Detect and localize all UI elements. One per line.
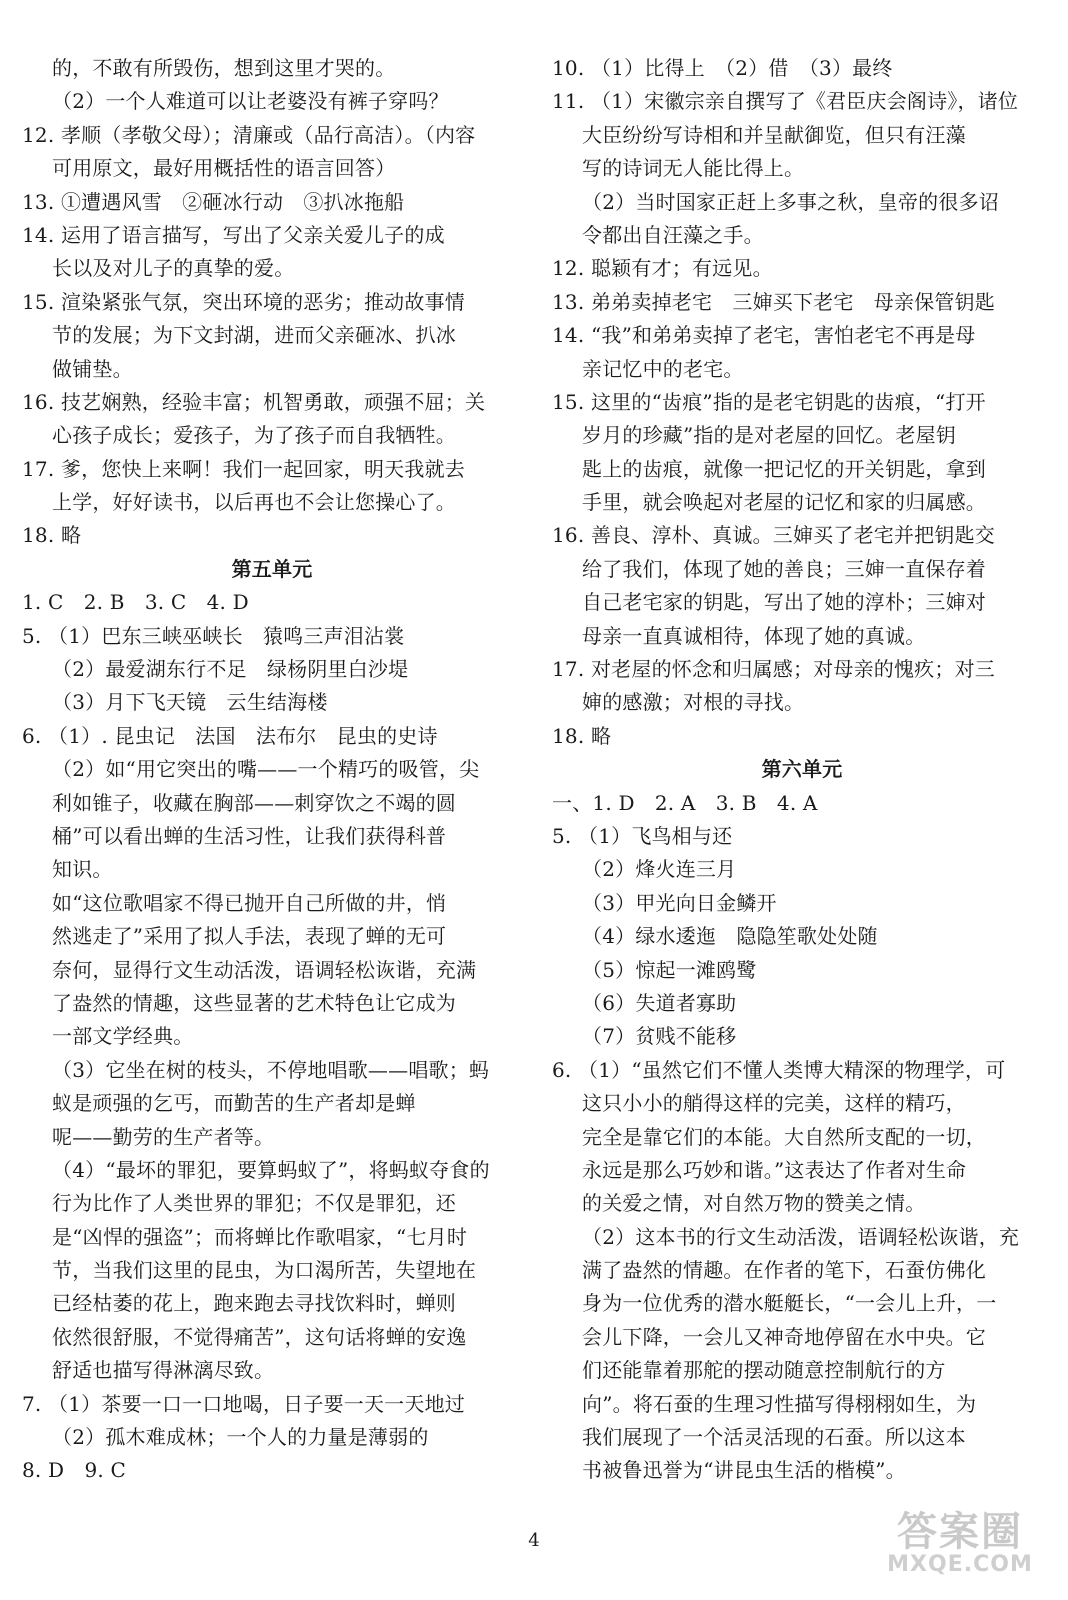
text-line: 节的发展；为下文封湖，进而父亲砸冰、扒冰 — [52, 323, 456, 348]
text-line: （2）烽火连三月 — [582, 857, 737, 882]
left-column — [22, 52, 522, 1488]
text-line: （7）贫贱不能移 — [582, 1024, 737, 1049]
text-line: 节，当我们这里的昆虫，为口渴所苦，失望地在 — [52, 1258, 477, 1283]
text-line: 5. （1）飞鸟相与还 — [552, 823, 733, 848]
text-line: 桶”可以看出蝉的生活习性，让我们获得科普 — [52, 823, 447, 848]
text-line: （2）这本书的行文生动活泼，语调轻松诙谐，充 — [582, 1224, 1020, 1249]
watermark-logo — [870, 1500, 1050, 1590]
text-line: 17. 对老屋的怀念和归属感；对母亲的愧疚；对三 — [552, 657, 995, 682]
text-line: 亲记忆中的老宅。 — [582, 356, 744, 381]
text-line: （4）“最坏的罪犯，要算蚂蚁了”，将蚂蚁夺食的 — [52, 1157, 490, 1182]
text-line: 13. ①遭遇风雪 ②砸冰行动 ③扒冰拖船 — [22, 189, 405, 214]
text-line: （2）孤木难成林；一个人的力量是薄弱的 — [52, 1425, 429, 1450]
page-number: 4 — [528, 1530, 540, 1551]
text-line: 了盎然的情趣，这些显著的艺术特色让它成为 — [52, 990, 456, 1015]
text-line: 长以及对儿子的真挚的爱。 — [52, 256, 295, 281]
text-line: 心孩子成长；爱孩子，为了孩子而自我牺牲。 — [52, 423, 456, 448]
text-line: （3）它坐在树的枝头，不停地唱歌——唱歌；蚂 — [52, 1057, 490, 1082]
text-line: 8. D 9. C — [22, 1458, 127, 1483]
text-line: 16. 技艺娴熟，经验丰富；机智勇敢，顽强不屈；关 — [22, 389, 486, 414]
text-line: 岁月的珍藏”指的是对老屋的回忆。老屋钥 — [582, 423, 957, 448]
text-line: 匙上的齿痕，就像一把记忆的开关钥匙，拿到 — [582, 456, 986, 481]
text-line: （2）当时国家正赶上多事之秋，皇帝的很多诏 — [582, 189, 999, 214]
text-line: 自己老宅家的钥匙，写出了她的淳朴；三婶对 — [582, 590, 986, 615]
text-line: 舒适也描写得淋漓尽致。 — [52, 1358, 275, 1383]
watermark-glyphs: 答案圈 — [897, 1509, 1023, 1555]
text-line: 5. （1）巴东三峡巫峡长 猿鸣三声泪沾裳 — [22, 623, 405, 648]
text-line: 向”。将石蚕的生理习性描写得栩栩如生，为 — [582, 1391, 977, 1416]
text-line: 大臣纷纷写诗相和并呈献御览，但只有汪藻 — [582, 122, 966, 147]
text-line: 10. （1）比得上 （2）借 （3）最终 — [552, 56, 893, 80]
text-line: 的关爱之情，对自然万物的赞美之情。 — [582, 1191, 926, 1216]
text-line: 一、1. D 2. A 3. B 4. A — [552, 790, 818, 815]
text-line: 手里，就会唤起对老屋的记忆和家的归属感。 — [582, 490, 986, 515]
text-line: 令都出自汪藻之手。 — [582, 222, 764, 247]
text-line: 6. （1）. 昆虫记 法国 法布尔 昆虫的史诗 — [22, 723, 438, 748]
text-line: 奈何，显得行文生动活泼，语调轻松诙谐，充满 — [52, 957, 477, 982]
text-line: 16. 善良、淳朴、真诚。三婶买了老宅并把钥匙交 — [552, 523, 995, 548]
text-line: （2）一个人难道可以让老婆没有裤子穿吗？ — [52, 89, 449, 114]
text-line: 知识。 — [52, 857, 113, 882]
text-line: 一部文学经典。 — [52, 1024, 194, 1049]
text-line: 18. 略 — [22, 523, 82, 548]
text-line: 这只小小的艄得这样的完美，这样的精巧， — [582, 1091, 966, 1116]
text-line: 如“这位歌唱家不得已抛开自己所做的井，悄 — [52, 890, 447, 915]
text-line: 婶的感激；对根的寻找。 — [582, 690, 805, 715]
text-line: 15. 渲染紧张气氛，突出环境的恶劣；推动故事情 — [22, 289, 465, 314]
text-line: 18. 略 — [552, 723, 612, 748]
text-line: （5）惊起一滩鸥鹭 — [582, 957, 757, 982]
text-line: 永远是那么巧妙和谐。”这表达了作者对生命 — [582, 1157, 967, 1182]
text-line: 14. “我”和弟弟卖掉了老宅，害怕老宅不再是母 — [552, 323, 976, 348]
text-line: 然逃走了”采用了拟人手法，表现了蝉的无可 — [52, 924, 447, 949]
text-line: 17. 爹，您快上来啊！我们一起回家，明天我就去 — [22, 456, 465, 481]
text-line: 已经枯萎的花上，跑来跑去寻找饮料时，蝉则 — [52, 1291, 456, 1316]
text-line: 12. 聪颖有才；有远见。 — [552, 256, 773, 281]
text-line: （3）甲光向日金鳞开 — [582, 890, 777, 915]
text-line: 会儿下降，一会儿又神奇地停留在水中央。它 — [582, 1324, 986, 1349]
text-line: （4）绿水逶迤 隐隐笙歌处处随 — [582, 924, 878, 949]
text-line: （2）如“用它突出的嘴——一个精巧的吸管，尖 — [52, 757, 480, 782]
text-line: 可用原文，最好用概括性的语言回答） — [52, 156, 396, 181]
text-line: （3）月下飞天镜 云生结海楼 — [52, 690, 328, 715]
text-line: 1. C 2. B 3. C 4. D — [22, 590, 249, 615]
text-line: 12. 孝顺（孝敬父母）；清廉或（品行高洁）。（内容 — [22, 122, 476, 147]
text-line: 我们展现了一个活灵活现的石蚕。所以这本 — [582, 1425, 966, 1450]
watermark-url: MXQE.COM — [887, 1552, 1033, 1577]
text-line: 6. （1）“虽然它们不懂人类博大精深的物理学，可 — [552, 1057, 1006, 1082]
text-line: 依然很舒服，不觉得痛苦”，这句话将蝉的安逸 — [52, 1324, 467, 1349]
right-column — [552, 52, 1052, 1488]
text-line: （6）失道者寡助 — [582, 990, 737, 1015]
text-line: 利如锥子，收藏在胸部——刺穿饮之不竭的圆 — [52, 790, 456, 815]
text-line: 行为比作了人类世界的罪犯；不仅是罪犯，还 — [52, 1191, 456, 1216]
section-heading: 第六单元 — [761, 757, 843, 782]
text-line: 们还能靠着那舵的摆动随意控制航行的方 — [582, 1358, 946, 1383]
text-line: 给了我们，体现了她的善良；三婶一直保存着 — [582, 556, 986, 581]
text-line: 的，不敢有所毁伤，想到这里才哭的。 — [52, 56, 396, 80]
text-line: 7. （1）茶要一口一口地喝，日子要一天一天地过 — [22, 1391, 465, 1416]
text-line: 蚁是顽强的乞丐，而勤苦的生产者却是蝉 — [52, 1091, 416, 1116]
text-line: 上学，好好读书，以后再也不会让您操心了。 — [52, 490, 456, 515]
text-line: 母亲一直真诚相待，体现了她的真诚。 — [582, 623, 926, 648]
text-line: 做铺垫。 — [52, 356, 133, 381]
text-line: 14. 运用了语言描写，写出了父亲关爱儿子的成 — [22, 222, 445, 247]
text-line: 写的诗词无人能比得上。 — [582, 156, 805, 181]
text-line: 身为一位优秀的潜水艇艇长，“一会儿上升，一 — [582, 1291, 997, 1316]
text-line: 13. 弟弟卖掉老宅 三婶买下老宅 母亲保管钥匙 — [552, 289, 995, 314]
text-line: 15. 这里的“齿痕”指的是老宅钥匙的齿痕，“打开 — [552, 389, 986, 414]
text-line: （2）最爱湖东行不足 绿杨阴里白沙堤 — [52, 657, 409, 682]
text-line: 书被鲁迅誉为“讲昆虫生活的楷模”。 — [582, 1458, 906, 1483]
section-heading: 第五单元 — [231, 556, 313, 581]
text-line: 是“凶悍的强盗”；而将蝉比作歌唱家，“七月时 — [52, 1224, 468, 1249]
text-line: 11. （1）宋徽宗亲自撰写了《君臣庆会阁诗》，诸位 — [552, 89, 1019, 114]
text-line: 满了盎然的情趣。在作者的笔下，石蚕仿佛化 — [582, 1258, 986, 1283]
text-line: 完全是靠它们的本能。大自然所支配的一切， — [582, 1124, 986, 1149]
text-line: 呢——勤劳的生产者等。 — [52, 1124, 275, 1149]
